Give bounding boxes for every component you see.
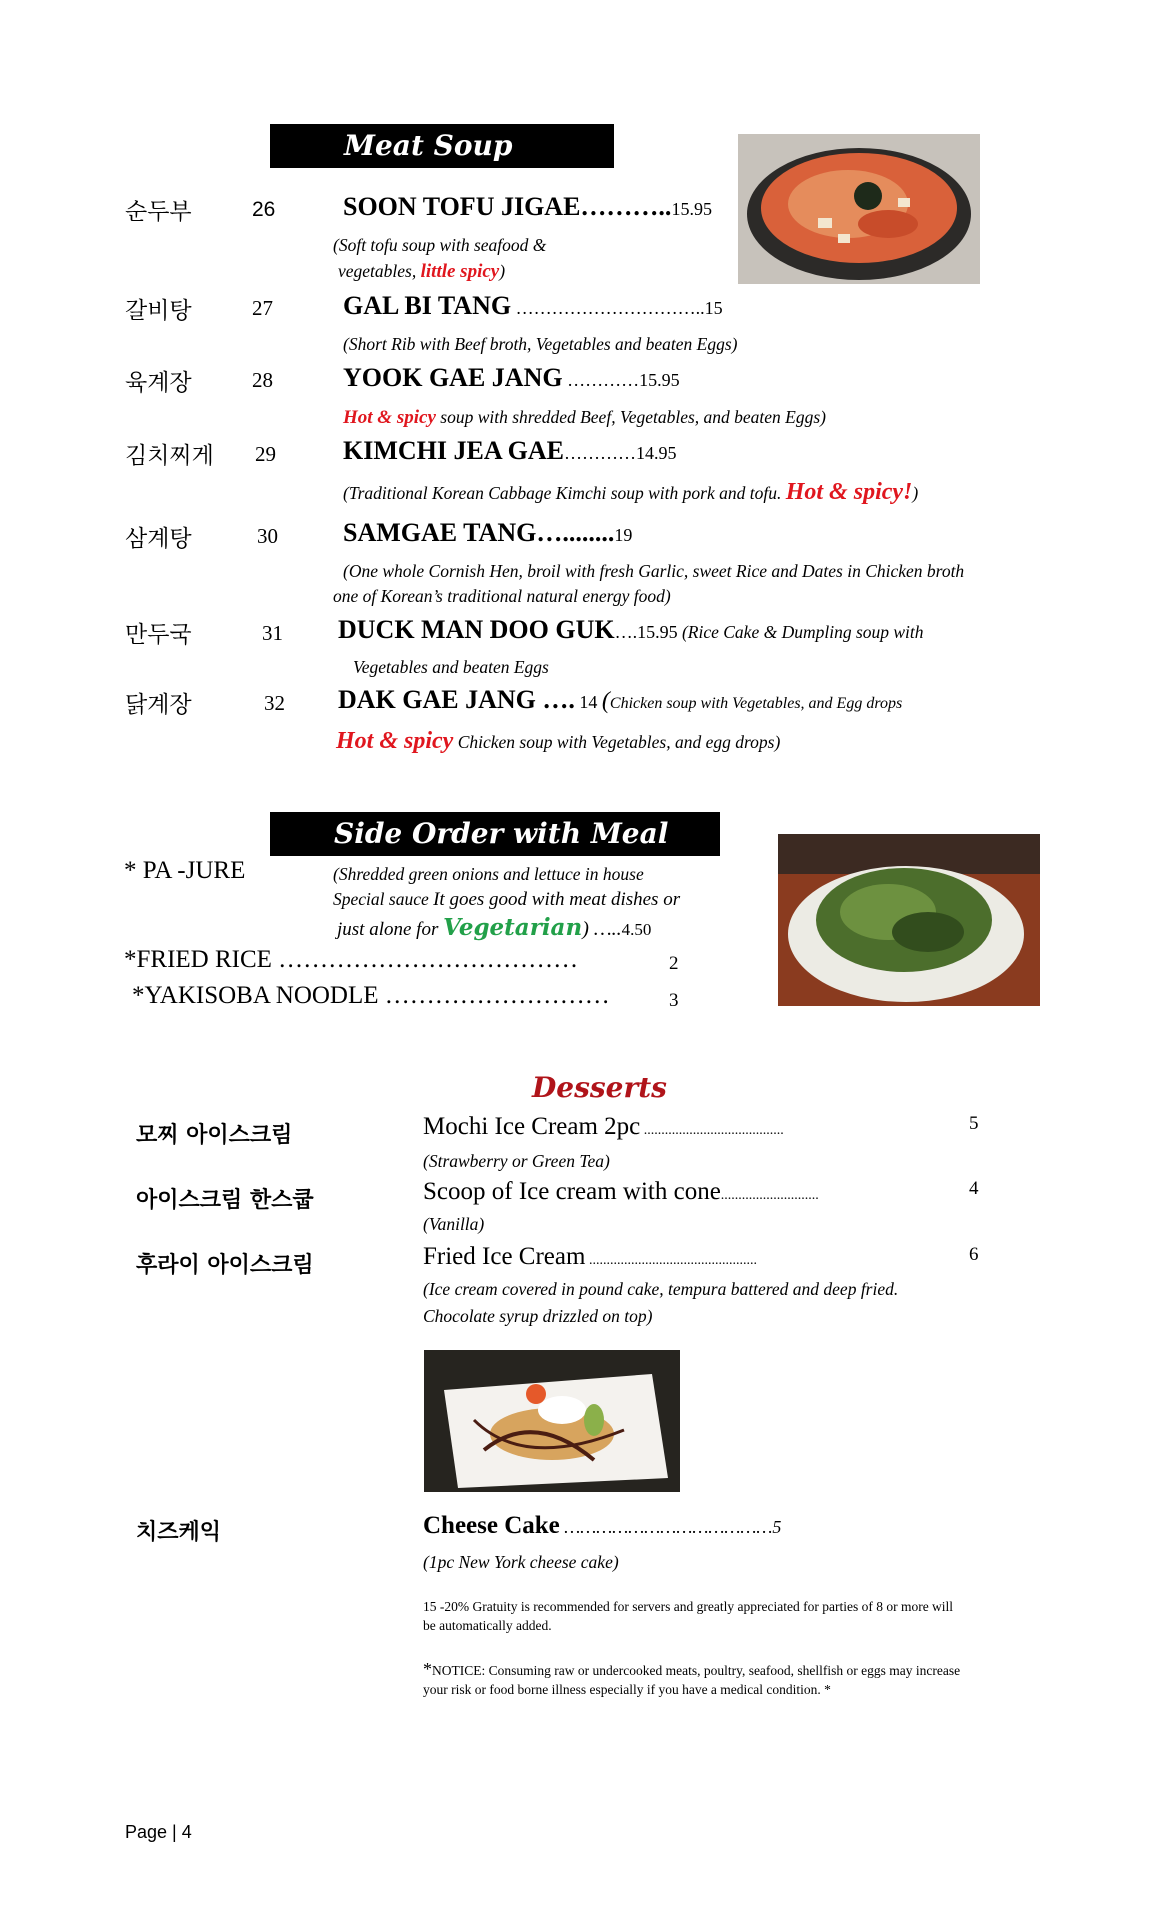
item-price-29: …………14.95 [564, 443, 677, 463]
item-number-32: 32 [264, 691, 285, 715]
pa-jure-image [778, 834, 1040, 1006]
soon-tofu-photo [738, 134, 980, 284]
meat-soup-title: Meat Soup [344, 129, 513, 162]
item-number-28: 28 [252, 368, 273, 392]
item-desc-32-paren: ( [601, 688, 610, 714]
side-order-banner [270, 812, 720, 856]
yakisoba-name: *YAKISOBA NOODLE ……………………… [132, 982, 610, 1009]
item-title-26 [343, 192, 712, 222]
pa-jure-photo [778, 834, 1040, 1006]
item-desc-30-line2: one of Korean’s traditional natural energy food) [333, 586, 671, 606]
item-desc-32-inline: Chicken soup with Vegetables, and Egg drops [609, 695, 903, 712]
item-name-29: KIMCHI JEA GAE [343, 436, 565, 465]
dessert-dots-fried: ................................................ [585, 1253, 757, 1268]
item-desc-26-line1: (Soft tofu soup with seafood & [333, 235, 547, 255]
pa-jure-desc-line3a: just alone for [337, 919, 444, 940]
dessert-price-scoop: 4 [969, 1178, 979, 1199]
item-desc-26-line2 [338, 261, 505, 283]
item-name-27: GAL BI TANG [343, 291, 512, 320]
yakisoba-price: 3 [669, 990, 679, 1011]
pa-jure-desc-line3-end: ) ….. [582, 918, 622, 940]
item-desc-29 [343, 479, 918, 506]
korean-name-26: 순두부 [125, 199, 192, 225]
soon-tofu-image [738, 134, 980, 284]
item-name-28: YOOK GAE JANG [343, 363, 563, 392]
item-desc-29-end: ) [912, 483, 919, 503]
item-desc-26-red: little spicy [420, 261, 500, 282]
item-title-32 [338, 685, 902, 715]
dessert-name-scoop: Scoop of Ice cream with cone [423, 1178, 721, 1205]
dessert-dots-mochi: ........................................ [640, 1123, 784, 1138]
dessert-price-fried: 6 [969, 1244, 979, 1265]
pa-jure-desc-line2 [333, 889, 680, 911]
dessert-desc-mochi: (Strawberry or Green Tea) [423, 1151, 610, 1171]
item-number-26: 26 [252, 198, 276, 221]
korean-name-28: 육계장 [125, 370, 192, 396]
dessert-korean-fried: 후라이 아이스크림 [136, 1253, 314, 1278]
item-name-30: SAMGAE TANG…........ [343, 518, 615, 547]
item-number-31: 31 [262, 621, 283, 645]
dessert-price-mochi: 5 [969, 1113, 979, 1134]
item-title-27 [343, 291, 723, 321]
item-title-29 [343, 436, 677, 466]
vegetarian-label: Vegetarian [443, 914, 583, 941]
gratuity-note: 15 -20% Gratuity is recommended for servers and greatly appreciated for parties of 8 or more will be automatically added. [423, 1599, 954, 1633]
item-price-28: …………15.95 [562, 370, 680, 390]
item-name-32: DAK GAE JANG …. [338, 685, 575, 714]
item-desc-27: (Short Rib with Beef broth, Vegetables and beaten Eggs) [343, 334, 738, 354]
item-price-26: 15.95 [671, 199, 712, 219]
item-title-30 [343, 518, 632, 548]
item-desc-30-line1: (One whole Cornish Hen, broil with fresh Garlic, sweet Rice and Dates in Chicken broth [343, 561, 965, 581]
page-number: Page | 4 [125, 1822, 192, 1842]
item-desc-32-text: Chicken soup with Vegetables, and egg drops) [453, 732, 781, 752]
dessert-name-fried: Fried Ice Cream [423, 1243, 586, 1270]
item-desc-28-red: Hot & spicy [343, 407, 436, 428]
item-name-26: SOON TOFU JIGAE……….. [343, 192, 672, 221]
item-name-31: DUCK MAN DOO GUK [338, 615, 615, 644]
korean-name-29: 김치찌게 [125, 443, 214, 469]
item-price-30: 19 [614, 525, 633, 545]
meat-soup-banner [270, 124, 614, 168]
item-number-27: 27 [252, 296, 273, 320]
korean-name-30: 삼계탕 [125, 526, 192, 552]
item-number-30: 30 [257, 524, 278, 548]
dessert-dots-cheesecake: …………………………………5 [559, 1517, 782, 1537]
pa-jure-price: 4.50 [621, 920, 652, 939]
pa-jure-desc-line2b: It goes good with meat dishes or [433, 889, 681, 910]
pa-jure-desc-line1: (Shredded green onions and lettuce in house [333, 864, 644, 884]
item-desc-26-end: ) [499, 261, 506, 281]
desserts-title: Desserts [532, 1071, 667, 1104]
dessert-dots-scoop: ............................ [720, 1188, 819, 1203]
item-desc-29-text: (Traditional Korean Cabbage Kimchi soup with pork and tofu. [343, 483, 786, 503]
item-desc-29-red: Hot & spicy! [785, 479, 913, 505]
dessert-name-cheesecake: Cheese Cake [423, 1512, 560, 1539]
dessert-desc-fried-line2: Chocolate syrup drizzled on top) [423, 1306, 653, 1326]
dessert-korean-cheesecake: 치즈케익 [136, 1520, 222, 1545]
dessert-desc-fried-line1: (Ice cream covered in pound cake, tempura battered and deep fried. [423, 1279, 899, 1299]
item-desc-32-red: Hot & spicy [336, 728, 454, 754]
item-desc-32-line2 [336, 728, 780, 755]
dessert-desc-cheesecake: (1pc New York cheese cake) [423, 1552, 619, 1572]
dessert-korean-mochi: 모찌 아이스크림 [136, 1123, 293, 1148]
dessert-title-cheesecake [423, 1512, 781, 1540]
dessert-desc-scoop: (Vanilla) [423, 1214, 485, 1234]
dessert-title-fried [423, 1243, 757, 1271]
item-number-29: 29 [255, 442, 276, 466]
fried-ice-cream-image [424, 1350, 680, 1492]
item-title-31 [338, 615, 924, 645]
fried-rice-name: *FRIED RICE ……………………………… [124, 946, 579, 973]
item-title-28 [343, 363, 680, 393]
item-desc-26-pre: vegetables, [338, 261, 421, 281]
pa-jure-name: * PA -JURE [124, 857, 246, 884]
item-price-31: ….15.95 [614, 622, 678, 642]
item-desc-28 [343, 407, 826, 429]
dessert-name-mochi: Mochi Ice Cream 2pc [423, 1113, 641, 1140]
item-desc-31-inline: (Rice Cake & Dumpling soup with [677, 622, 924, 642]
korean-name-31: 만두국 [125, 622, 192, 648]
korean-name-27: 갈비탕 [125, 298, 192, 324]
notice-text: NOTICE: Consuming raw or undercooked meats, poultry, seafood, shellfish or eggs may increase your risk or food borne illness especially if you have a medical condition. * [423, 1663, 961, 1697]
item-desc-28-text: soup with shredded Beef, Vegetables, and beaten Eggs) [435, 407, 827, 427]
notice-note [423, 1660, 963, 1699]
item-price-27: …………………………..15 [511, 298, 723, 318]
fried-ice-cream-photo [424, 1350, 680, 1492]
korean-name-32: 닭계장 [125, 692, 192, 718]
dessert-title-scoop [423, 1178, 819, 1206]
fried-rice-price: 2 [669, 953, 679, 974]
pa-jure-desc-line3 [337, 914, 651, 941]
pa-jure-desc-line2a: Special sauce [333, 889, 434, 909]
dessert-title-mochi [423, 1113, 784, 1141]
item-price-32: 14 [574, 692, 602, 712]
notice-star: * [423, 1659, 432, 1679]
dessert-korean-scoop: 아이스크림 한스쿱 [136, 1188, 314, 1213]
side-order-title: Side Order with Meal [334, 817, 669, 850]
item-desc-31-line2: Vegetables and beaten Eggs [353, 657, 549, 677]
